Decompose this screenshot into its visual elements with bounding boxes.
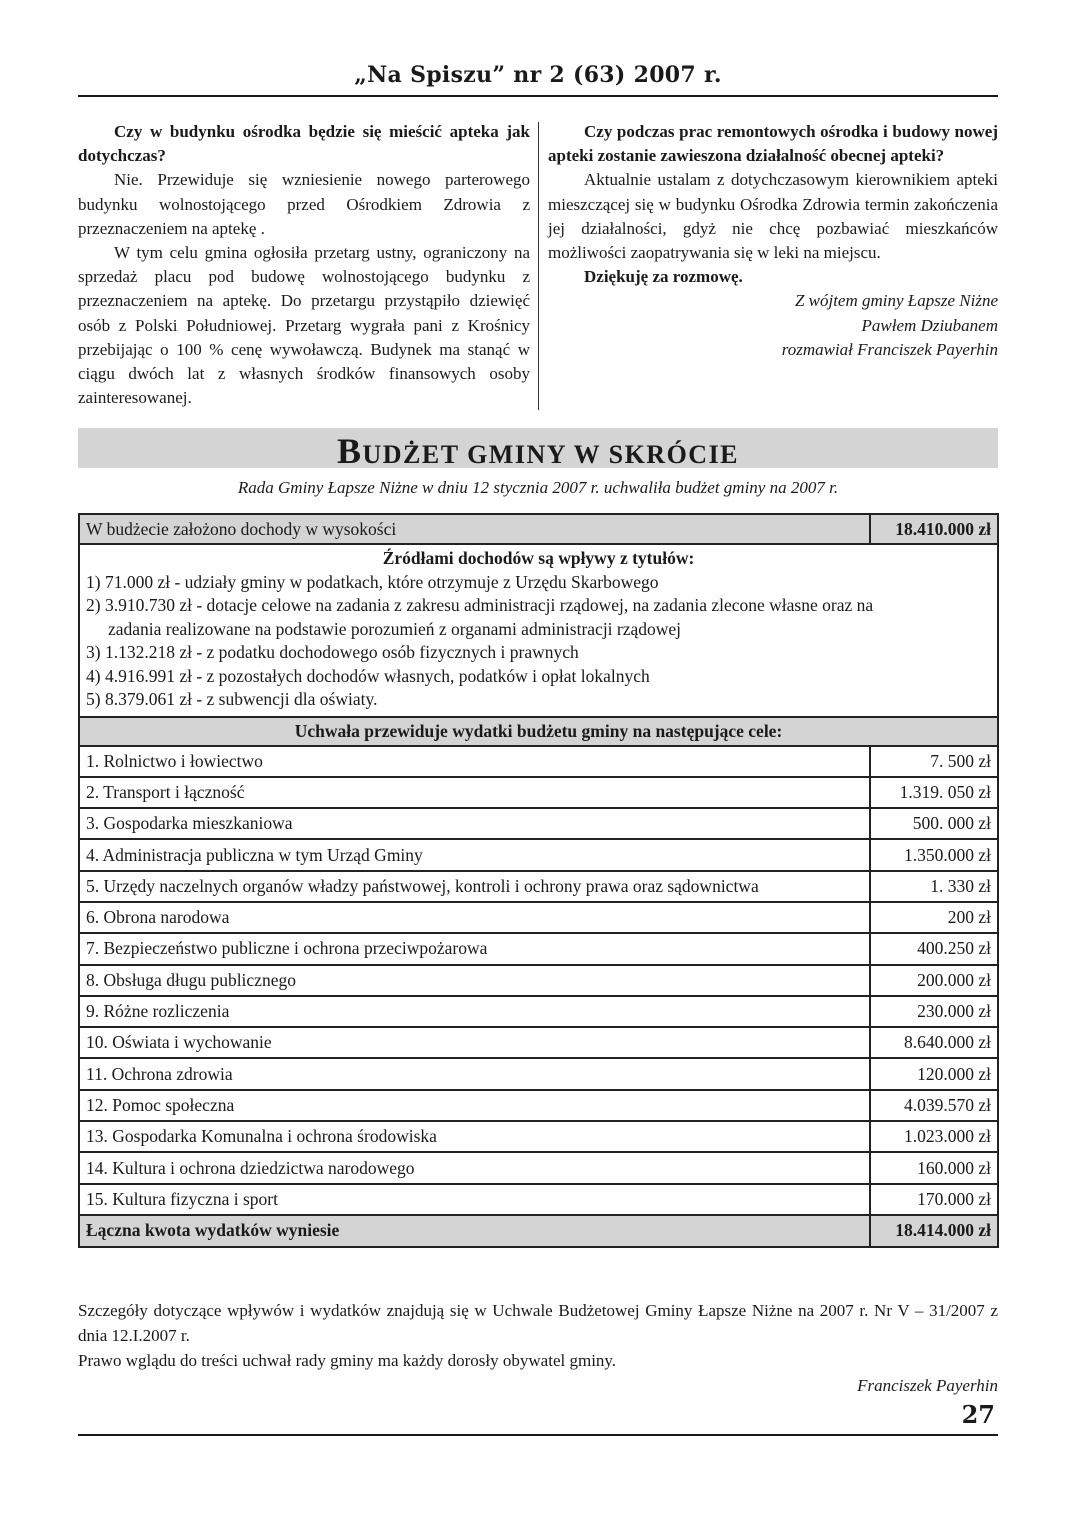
expense-amount: 8.640.000 zł	[870, 1027, 998, 1058]
interview-answer: W tym celu gmina ogłosiła przetarg ustny, ograniczony na sprzedaż placu pod budowę wolnostojącego budynku z przeznaczeniem na aptekę. Do przetargu przystąpiło dziewięć osób z Polski Południowej. Przetarg wygrała pani z Krośnicy przebijając o 100 % cenę wywoławczą. Budynek ma stanąć w ciągu dwóch lat z własnych środków finansowych osoby zainteresowanej.	[78, 243, 530, 408]
expense-row	[79, 839, 998, 870]
income-sources-heading: Źródłami dochodów są wpływy z tytułów:	[382, 548, 695, 568]
running-header: „Na Spiszu” nr 2 (63) 2007 r.	[354, 62, 722, 88]
expense-row	[79, 1090, 998, 1121]
expense-label: 11. Ochrona zdrowia	[79, 1058, 870, 1089]
income-source-item: 5) 8.379.061 zł - z subwencji dla oświaty.	[86, 689, 378, 709]
author-signature: Franciszek Payerhin	[857, 1376, 998, 1395]
income-source-item-continuation: zadania realizowane na podstawie porozumień z organami administracji rządowej	[108, 618, 682, 639]
expense-label: 5. Urzędy naczelnych organów władzy państwowej, kontroli i ochrony prawa oraz sądownictwa	[79, 871, 870, 902]
expense-label: 1. Rolnictwo i łowiectwo	[79, 746, 870, 777]
expense-row	[79, 965, 998, 996]
footnote-access: Prawo wglądu do treści uchwał rady gminy ma każdy dorosły obywatel gminy.	[78, 1351, 617, 1370]
interview-signature-line: Z wójtem gminy Łapsze Niżne	[794, 291, 998, 311]
expense-amount: 120.000 zł	[870, 1058, 998, 1089]
expense-label: 7. Bezpieczeństwo publiczne i ochrona przeciwpożarowa	[79, 933, 870, 964]
expense-amount: 170.000 zł	[870, 1184, 998, 1215]
expense-label: 15. Kultura fizyczna i sport	[79, 1184, 870, 1215]
footnotes	[78, 1298, 998, 1373]
expense-row	[79, 777, 998, 808]
expense-row	[79, 1027, 998, 1058]
expense-row	[79, 1184, 998, 1215]
column-divider	[538, 122, 539, 410]
interview-left-column	[78, 120, 530, 410]
expense-row	[79, 871, 998, 902]
income-sources-cell	[79, 544, 998, 717]
article-subtitle: Rada Gminy Łapsze Niżne w dniu 12 stycznia 2007 r. uchwaliła budżet gminy na 2007 r.	[237, 478, 839, 497]
expense-label: 4. Administracja publiczna w tym Urząd Gminy	[79, 839, 870, 870]
expense-label: 6. Obrona narodowa	[79, 902, 870, 933]
article-title-rest: UDŻET GMINY W SKRÓCIE	[362, 440, 740, 469]
expense-row	[79, 902, 998, 933]
expense-label: 12. Pomoc społeczna	[79, 1090, 870, 1121]
total-amount: 18.414.000 zł	[870, 1215, 998, 1247]
income-label: W budżecie założono dochody w wysokości	[79, 514, 870, 544]
expense-row	[79, 996, 998, 1027]
expense-amount: 1. 330 zł	[870, 871, 998, 902]
expense-row	[79, 746, 998, 777]
expense-amount: 200.000 zł	[870, 965, 998, 996]
article-title-initial: B	[336, 431, 363, 471]
expense-amount: 1.350.000 zł	[870, 839, 998, 870]
expense-label: 10. Oświata i wychowanie	[79, 1027, 870, 1058]
income-source-item: 1) 71.000 zł - udziały gminy w podatkach, które otrzymuje z Urzędu Skarbowego	[86, 571, 659, 592]
expense-label: 13. Gospodarka Komunalna i ochrona środowiska	[79, 1121, 870, 1152]
expense-row	[79, 1058, 998, 1089]
interview-question: Czy podczas prac remontowych ośrodka i budowy nowej apteki zostanie zawieszona działalność obecnej apteki?	[548, 122, 998, 166]
expense-amount: 230.000 zł	[870, 996, 998, 1027]
expense-row	[79, 808, 998, 839]
expense-amount: 160.000 zł	[870, 1152, 998, 1183]
interview-answer: Aktualnie ustalam z dotychczasowym kierownikiem apteki mieszczącej się w budynku Ośrodka Zdrowia termin zakończenia jej działalności, gdyż nie chcę pozbawiać mieszkańców możliwości zaopatrywania się w leki na miejscu.	[548, 170, 998, 263]
expense-label: 9. Różne rozliczenia	[79, 996, 870, 1027]
expense-amount: 500. 000 zł	[870, 808, 998, 839]
expense-row	[79, 933, 998, 964]
interview-thanks: Dziękuję za rozmowę.	[584, 267, 743, 287]
expense-amount: 7. 500 zł	[870, 746, 998, 777]
interview-signature-line: Pawłem Dziubanem	[861, 315, 998, 335]
expense-amount: 4.039.570 zł	[870, 1090, 998, 1121]
article-title	[78, 428, 998, 470]
interview-right-column	[548, 120, 998, 362]
income-amount: 18.410.000 zł	[870, 514, 998, 544]
expense-label: 8. Obsługa długu publicznego	[79, 965, 870, 996]
expenses-heading-row	[79, 717, 998, 746]
footnote-resolution: Szczegóły dotyczące wpływów i wydatków znajdują się w Uchwale Budżetowej Gminy Łapsze Niżne na 2007 r. Nr V – 31/2007 z dnia 12.I.2007 r.	[78, 1301, 998, 1345]
income-source-item: 3) 1.132.218 zł - z podatku dochodowego osób fizycznych i prawnych	[86, 642, 579, 662]
expense-row	[79, 1152, 998, 1183]
interview-question: Czy w budynku ośrodka będzie się mieścić apteka jak dotychczas?	[78, 122, 530, 166]
expense-label: 2. Transport i łączność	[79, 777, 870, 808]
interview-signature-line: rozmawiał Franciszek Payerhin	[781, 339, 998, 359]
expense-amount: 1.023.000 zł	[870, 1121, 998, 1152]
income-row	[79, 514, 998, 544]
expense-row	[79, 1121, 998, 1152]
footer-rule	[78, 1434, 998, 1436]
total-row	[79, 1215, 998, 1247]
page-number: 27	[961, 1400, 995, 1429]
expense-amount: 1.319. 050 zł	[870, 777, 998, 808]
expense-amount: 200 zł	[870, 902, 998, 933]
header-rule	[78, 95, 998, 97]
budget-table	[78, 513, 999, 1248]
expenses-heading: Uchwała przewiduje wydatki budżetu gminy na następujące cele:	[79, 717, 998, 746]
total-label: Łączna kwota wydatków wyniesie	[79, 1215, 870, 1247]
income-source-item: 2) 3.910.730 zł - dotacje celowe na zadania z zakresu administracji rządowej, na zadania zlecone własne oraz na	[86, 595, 874, 615]
expense-label: 14. Kultura i ochrona dziedzictwa narodowego	[79, 1152, 870, 1183]
interview-answer: Nie. Przewiduje się wzniesienie nowego parterowego budynku wolnostojącego przed Ośrodkiem Zdrowia z przeznaczeniem na aptekę .	[78, 170, 530, 238]
expense-label: 3. Gospodarka mieszkaniowa	[79, 808, 870, 839]
income-source-item: 4) 4.916.991 zł - z pozostałych dochodów własnych, podatków i opłat lokalnych	[86, 665, 650, 686]
income-sources-row	[79, 544, 998, 717]
expense-amount: 400.250 zł	[870, 933, 998, 964]
